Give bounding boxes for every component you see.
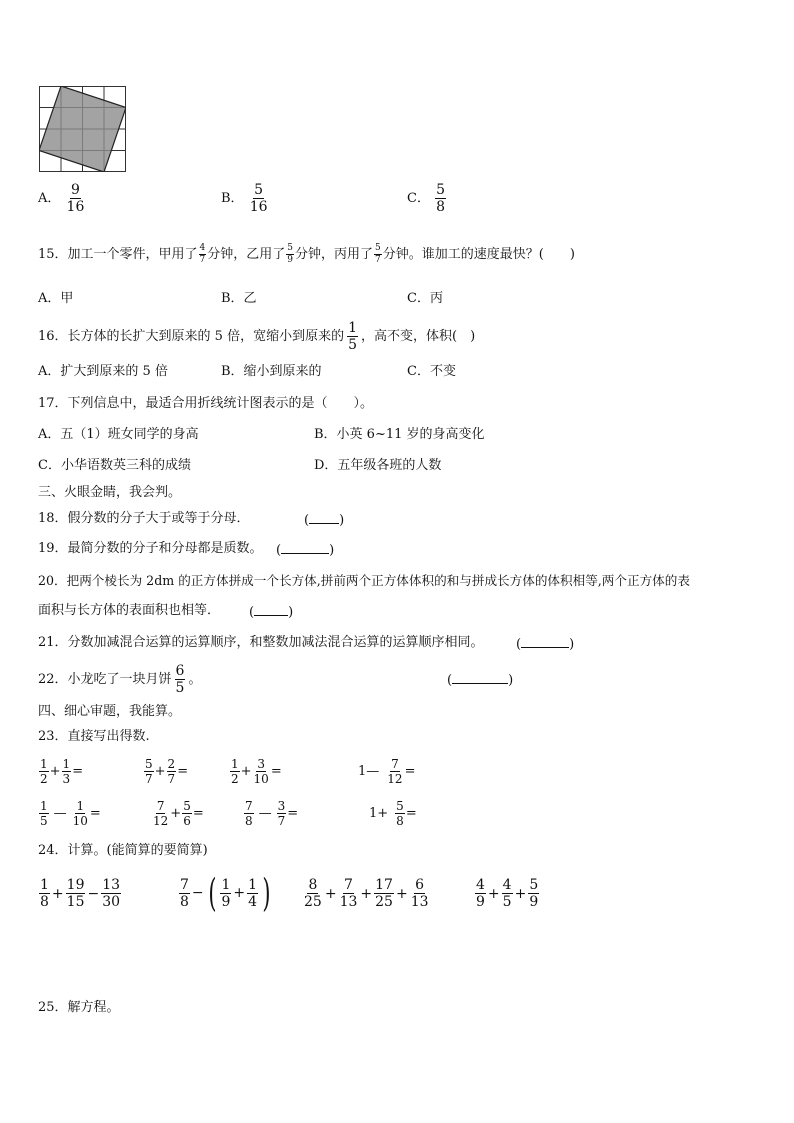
fraction: $\frac{4}{7}$ (199, 243, 206, 265)
expression-4: $\frac{4}{9}$ + $\frac{4}{5}$ + $\frac{5}{9}$ (476, 877, 539, 910)
q19-answer-blank[interactable]: ( ) (276, 543, 335, 558)
calc-item: $\frac{1}{2}$ + $\frac{3}{10}$ = (231, 757, 282, 786)
section-heading-3: 三、火眼金睛，我会判。 (38, 485, 182, 500)
option-letter: C． (407, 191, 430, 206)
q18-answer-blank[interactable]: ( ) (304, 513, 345, 528)
fraction: $\frac{5}{9}$ (287, 243, 294, 265)
expression-2: $\frac{7}{8}$ − ( $\frac{1}{9}$ + $\frac{1}{4}$ ) (180, 871, 271, 915)
question-18: 18．假分数的分子大于或等于分母． (38, 511, 250, 526)
fraction: $\frac{5}{7}$ (375, 243, 381, 265)
q14-option-c[interactable] (407, 183, 447, 214)
q15-option-c[interactable]: C．丙 (407, 291, 443, 306)
q16-option-c[interactable]: C．不变 (407, 364, 456, 379)
q15-option-a[interactable]: A．甲 (38, 291, 74, 306)
question-21: 21．分数加减混合运算的运算顺序，和整数加减法混合运算的运算顺序相同。 (38, 635, 484, 650)
question-16: 16．长方体的长扩大到原来的 5 倍，宽缩小到原来的 $\frac{1}{5}$ ，高不变，体积( ) (38, 320, 476, 353)
q17-option-c[interactable]: C．小华语数英三科的成绩 (38, 458, 191, 473)
option-letter: A． (38, 191, 61, 206)
option-letter: B． (221, 191, 244, 206)
question-24: 24．计算。(能简算的要简算) (38, 843, 208, 858)
q17-option-b[interactable]: B．小英 6~11 岁的身高变化 (314, 427, 485, 442)
q15-option-b[interactable]: B．乙 (221, 291, 257, 306)
fraction: $\frac{5}{8}$ (436, 182, 446, 215)
calc-item: 1— $\frac{7}{12}$ = (358, 757, 416, 786)
q22-answer-blank[interactable]: ( ) (447, 673, 514, 688)
calc-item: $\frac{5}{7}$ + $\frac{2}{7}$ = (145, 757, 189, 786)
calc-item: 1+ $\frac{5}{8}$ = (369, 799, 417, 828)
q16-option-b[interactable]: B．缩小到原来的 (221, 364, 322, 379)
q14-option-b[interactable] (221, 183, 270, 214)
question-20-line2: 面积与长方体的表面积也相等． (38, 603, 221, 618)
fraction: $\frac{9}{16}$ (66, 182, 85, 215)
q20-answer-blank[interactable]: ( ) (249, 605, 294, 620)
fraction: $\frac{6}{5}$ (175, 663, 185, 696)
calc-item: $\frac{7}{8}$ — $\frac{3}{7}$ = (245, 799, 299, 828)
question-15: 15．加工一个零件，甲用了 $\frac{4}{7}$ 分钟，乙用了 $\frac{5}{9}$ 分钟，丙用了 $\frac{5}{7}$ 分钟。谁加工的速度最快？( ) (38, 243, 575, 265)
q17-option-d[interactable]: D．五年级各班的人数 (314, 458, 442, 473)
grid-figure (39, 86, 126, 172)
q17-option-a[interactable]: A．五（1）班女同学的身高 (38, 427, 199, 442)
question-19: 19．最简分数的分子和分母都是质数。 (38, 541, 263, 556)
fraction: $\frac{5}{16}$ (249, 182, 268, 215)
expression-3: $\frac{8}{25}$ + $\frac{7}{13}$ + $\frac{17}{25}$ + $\frac{6}{13}$ (304, 877, 429, 910)
question-20-line1: 20．把两个棱长为 2dm 的正方体拼成一个长方体,拼前两个正方体体积的和与拼成长方体的体积相等,两个正方体的表 (38, 573, 690, 588)
question-17: 17．下列信息中，最适合用折线统计图表示的是（ ）。 (38, 396, 374, 411)
question-23: 23．直接写出得数. (38, 729, 150, 744)
question-25: 25．解方程。 (38, 1000, 120, 1015)
fraction: $\frac{1}{5}$ (348, 320, 357, 353)
calc-item: $\frac{1}{2}$ + $\frac{1}{3}$ = (40, 757, 84, 786)
expression-1: $\frac{1}{8}$ + $\frac{19}{15}$ − $\frac{13}{30}$ (40, 877, 121, 910)
question-22: 22．小龙吃了一块月饼 $\frac{6}{5}$ 。 (38, 663, 202, 696)
calc-item: $\frac{7}{12}$ + $\frac{5}{6}$ = (153, 799, 204, 828)
section-heading-4: 四、细心审题，我能算。 (38, 704, 182, 719)
q21-answer-blank[interactable]: ( ) (516, 637, 575, 652)
q14-option-a[interactable] (38, 183, 86, 214)
calc-item: $\frac{1}{5}$ — $\frac{1}{10}$ = (40, 799, 101, 828)
q16-option-a[interactable]: A．扩大到原来的 5 倍 (38, 364, 168, 379)
